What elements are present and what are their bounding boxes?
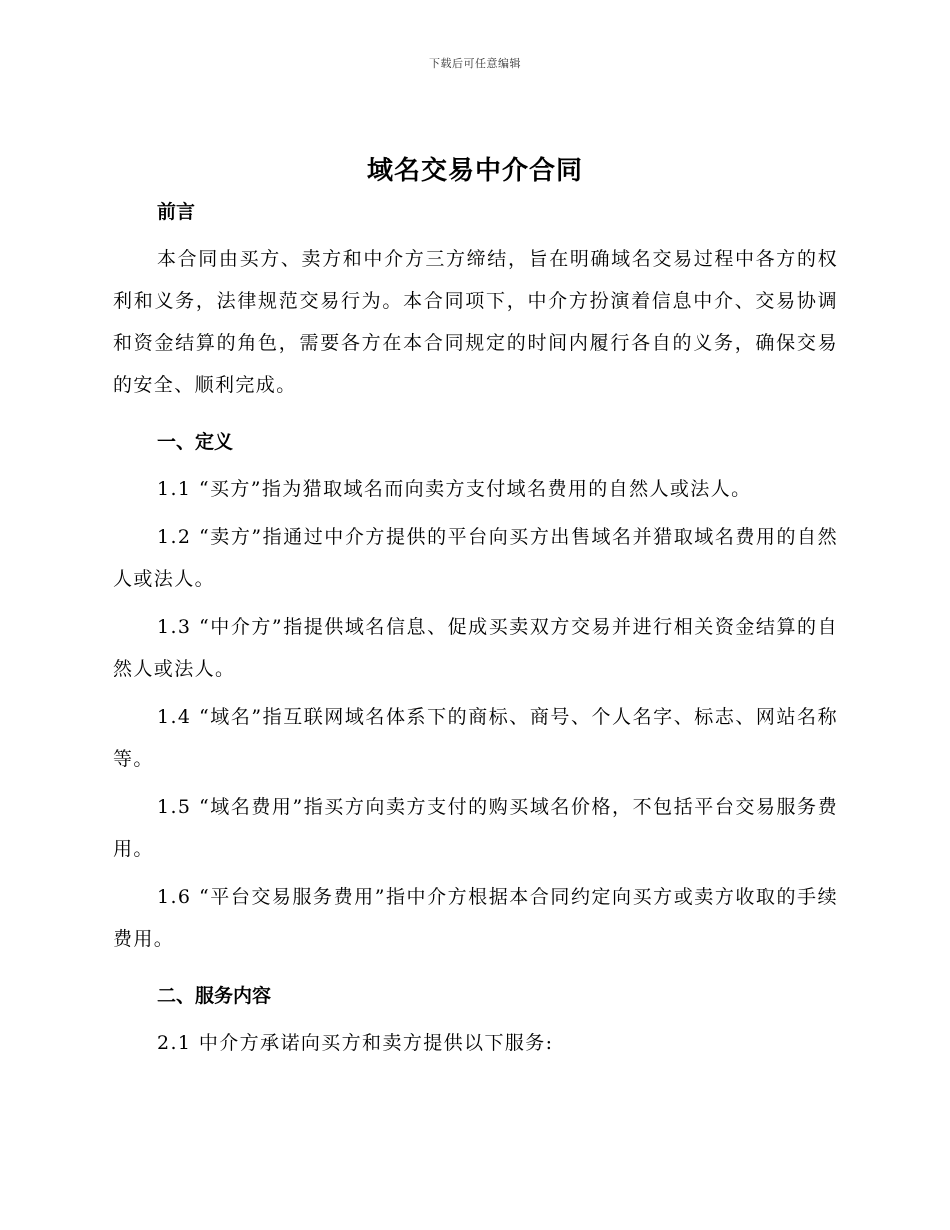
section-heading-services: 二、服务内容 — [157, 985, 272, 1007]
document-body — [113, 190, 838, 1070]
definition-item: 1.1 “买方”指为猎取域名而向卖方支付域名费用的自然人或法人。 — [157, 478, 752, 500]
preface-paragraph: 本合同由买方、卖方和中介方三方缔结，旨在明确域名交易过程中各方的权利和义务，法律规范交易行为。本合同项下，中介方扮演着信息中介、交易协调和资金结算的角色，需要各方在本合同规定的时间内履行各自的义务，确保交易的安全、顺利完成。 — [113, 248, 838, 396]
document-title: 域名交易中介合同 — [366, 156, 583, 186]
definition-item: 1.4 “域名”指互联网域名体系下的商标、商号、个人名字、标志、网站名称等。 — [113, 706, 838, 770]
section-heading-preface: 前言 — [157, 201, 196, 223]
definition-item: 1.6 “平台交易服务费用”指中介方根据本合同约定向买方或卖方收取的手续费用。 — [113, 886, 838, 950]
definition-item: 1.3 “中介方”指提供域名信息、促成买卖双方交易并进行相关资金结算的自然人或法人。 — [113, 616, 838, 680]
definition-item: 1.2 “卖方”指通过中介方提供的平台向买方出售域名并猎取域名费用的自然人或法人。 — [113, 526, 838, 590]
page-header-note: 下载后可任意编辑 — [429, 57, 521, 70]
section-heading-definitions: 一、定义 — [157, 431, 234, 453]
definition-item: 1.5 “域名费用”指买方向卖方支付的购买域名价格，不包括平台交易服务费用。 — [113, 796, 838, 860]
service-item: 2.1 中介方承诺向买方和卖方提供以下服务: — [157, 1032, 554, 1054]
